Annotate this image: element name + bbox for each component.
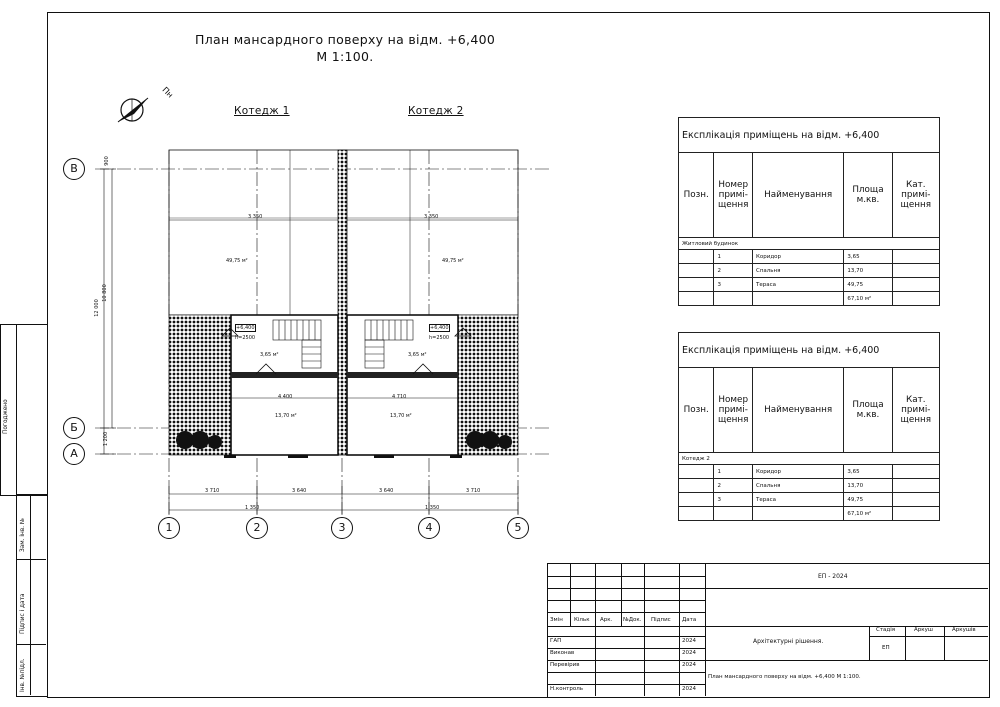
stamp-sheet-title: План мансардного поверху на відм. +6,400 М 1:100. xyxy=(708,674,861,680)
dim-h-2: h=2500 xyxy=(429,335,450,341)
dim-b-3710: 3 710 xyxy=(205,488,220,494)
table2-row-num: 2 xyxy=(714,479,753,493)
axis-row-v: В xyxy=(63,158,85,180)
north-label: Пн xyxy=(160,85,175,100)
stamp-col-data: Дата xyxy=(682,617,697,623)
table2-row-num: 3 xyxy=(714,493,753,507)
explication-table-2 xyxy=(678,332,940,521)
table2-row-name: Спальня xyxy=(752,479,843,493)
stamp-year: 2024 xyxy=(682,638,696,644)
drawing-title: План мансардного поверху на відм. +6,400 xyxy=(195,32,496,47)
table2-caption: Експлікація приміщень на відм. +6,400 xyxy=(679,333,940,368)
stamp-vykonav: Виконав xyxy=(550,650,575,656)
table1-col-name: Найменування xyxy=(752,153,843,238)
stamp-gap: ГАП xyxy=(550,638,562,644)
side-pidpys: Підпис і дата xyxy=(20,593,26,634)
dim-w-4400: 4 400 xyxy=(278,394,293,400)
table1-row-area: 13,70 xyxy=(844,264,892,278)
table1-col-cat: Кат. примі- щення xyxy=(892,153,939,238)
stamp-year: 2024 xyxy=(682,686,696,692)
table1-row-num: 3 xyxy=(714,278,753,292)
side-pogodzheno: Погоджено xyxy=(3,399,9,434)
table1-col-area: Площа м.кв. xyxy=(844,153,892,238)
table2-row-area: 49,75 xyxy=(844,493,892,507)
table1-section: Житловий будинок xyxy=(679,238,940,250)
dim-b-3710b: 3 710 xyxy=(466,488,481,494)
table1-row-num: 1 xyxy=(714,250,753,264)
side-invpidl: Інв. №підл. xyxy=(20,658,26,692)
axis-col-2: 2 xyxy=(246,517,268,539)
stamp-code: ЕП - 2024 xyxy=(818,573,848,580)
stamp-stadia-val: ЕП xyxy=(882,645,890,651)
stamp-pereviryv: Перевірив xyxy=(550,662,580,668)
table1-row-name: Спальня xyxy=(752,264,843,278)
dim-room-top-1: 3,65 м² xyxy=(260,352,279,358)
stamp-nkontrol: Н.контроль xyxy=(550,686,583,692)
cottage2-header: Котедж 2 xyxy=(408,105,464,117)
dim-b-3640a: 3 640 xyxy=(292,488,307,494)
table1-total: 67,10 м² xyxy=(844,292,892,306)
stamp-col-kilk: Кільк xyxy=(574,617,590,623)
table2-col-num: Номер примі- щення xyxy=(714,368,753,453)
table2-row-area: 13,70 xyxy=(844,479,892,493)
side-strip xyxy=(0,324,47,696)
axis-row-a: А xyxy=(63,443,85,465)
side-inv: Зам. інв. № xyxy=(20,518,26,552)
stamp-arkush: Аркуш xyxy=(914,627,933,633)
stamp-year: 2024 xyxy=(682,650,696,656)
dim-level-2: +6,400 xyxy=(430,325,449,331)
cottage1-header: Котедж 1 xyxy=(234,105,290,117)
table2-col-name: Найменування xyxy=(752,368,843,453)
title-block xyxy=(547,563,990,698)
dim-bed-2: 13,70 м² xyxy=(390,413,412,419)
stamp-col-ark: Арк. xyxy=(600,617,613,623)
table2-total: 67,10 м² xyxy=(844,507,892,521)
dim-b-overall: 1 350 xyxy=(245,505,260,511)
stamp-col-zmin: Змін xyxy=(550,617,563,623)
dim-h-1: h=2500 xyxy=(235,335,256,341)
stamp-section-title: Архітектурні рішення. xyxy=(753,638,824,645)
dim-level-1: +6,400 xyxy=(236,325,255,331)
table1-col-poz: Позн. xyxy=(679,153,714,238)
stamp-stadia: Стадія xyxy=(876,627,896,633)
dim-left-10800: 10 800 xyxy=(101,284,108,302)
dim-top-1: 3 350 xyxy=(248,214,263,220)
axis-row-b: Б xyxy=(63,417,85,439)
table1-row-name: Тераса xyxy=(752,278,843,292)
table2-col-cat: Кат. примі- щення xyxy=(892,368,939,453)
dim-terrace-2: 49,75 м² xyxy=(442,258,464,264)
dim-room-top-2: 3,65 м² xyxy=(408,352,427,358)
axis-col-3: 3 xyxy=(331,517,353,539)
table2-col-poz: Позн. xyxy=(679,368,714,453)
table2-row-area: 3,65 xyxy=(844,465,892,479)
table2-row-name: Тераса xyxy=(752,493,843,507)
dim-top-2: 3 350 xyxy=(424,214,439,220)
table2-row-num: 1 xyxy=(714,465,753,479)
table1-caption: Експлікація приміщень на відм. +6,400 xyxy=(679,118,940,153)
table2-col-area: Площа м.кв. xyxy=(844,368,892,453)
stamp-arkushiv: Аркушів xyxy=(952,627,976,633)
table2-section: Котедж 2 xyxy=(679,453,940,465)
table1-col-num: Номер примі- щення xyxy=(714,153,753,238)
explication-table-1 xyxy=(678,117,940,306)
dim-w-4710: 4 710 xyxy=(392,394,407,400)
axis-col-1: 1 xyxy=(158,517,180,539)
drawing-scale: М 1:100. xyxy=(316,49,374,64)
dim-b-overall2: 1 350 xyxy=(425,505,440,511)
table1-row-area: 49,75 xyxy=(844,278,892,292)
dim-left-1200: 1 200 xyxy=(103,431,110,447)
dim-b-3640b: 3 640 xyxy=(379,488,394,494)
axis-col-4: 4 xyxy=(418,517,440,539)
stamp-col-ndok: №Док. xyxy=(623,617,642,623)
table2-row-name: Коридор xyxy=(752,465,843,479)
stamp-col-pidpys: Підпис xyxy=(651,617,671,623)
stamp-year: 2024 xyxy=(682,662,696,668)
table1-row-area: 3,65 xyxy=(844,250,892,264)
dim-terrace-1: 49,75 м² xyxy=(226,258,248,264)
axis-col-5: 5 xyxy=(507,517,529,539)
dim-left-12000: 12 000 xyxy=(93,299,100,317)
table1-row-num: 2 xyxy=(714,264,753,278)
floor-plan xyxy=(60,140,560,550)
table1-row-name: Коридор xyxy=(752,250,843,264)
dim-bed-1: 13,70 м² xyxy=(275,413,297,419)
dim-left-900: 900 xyxy=(103,156,110,166)
